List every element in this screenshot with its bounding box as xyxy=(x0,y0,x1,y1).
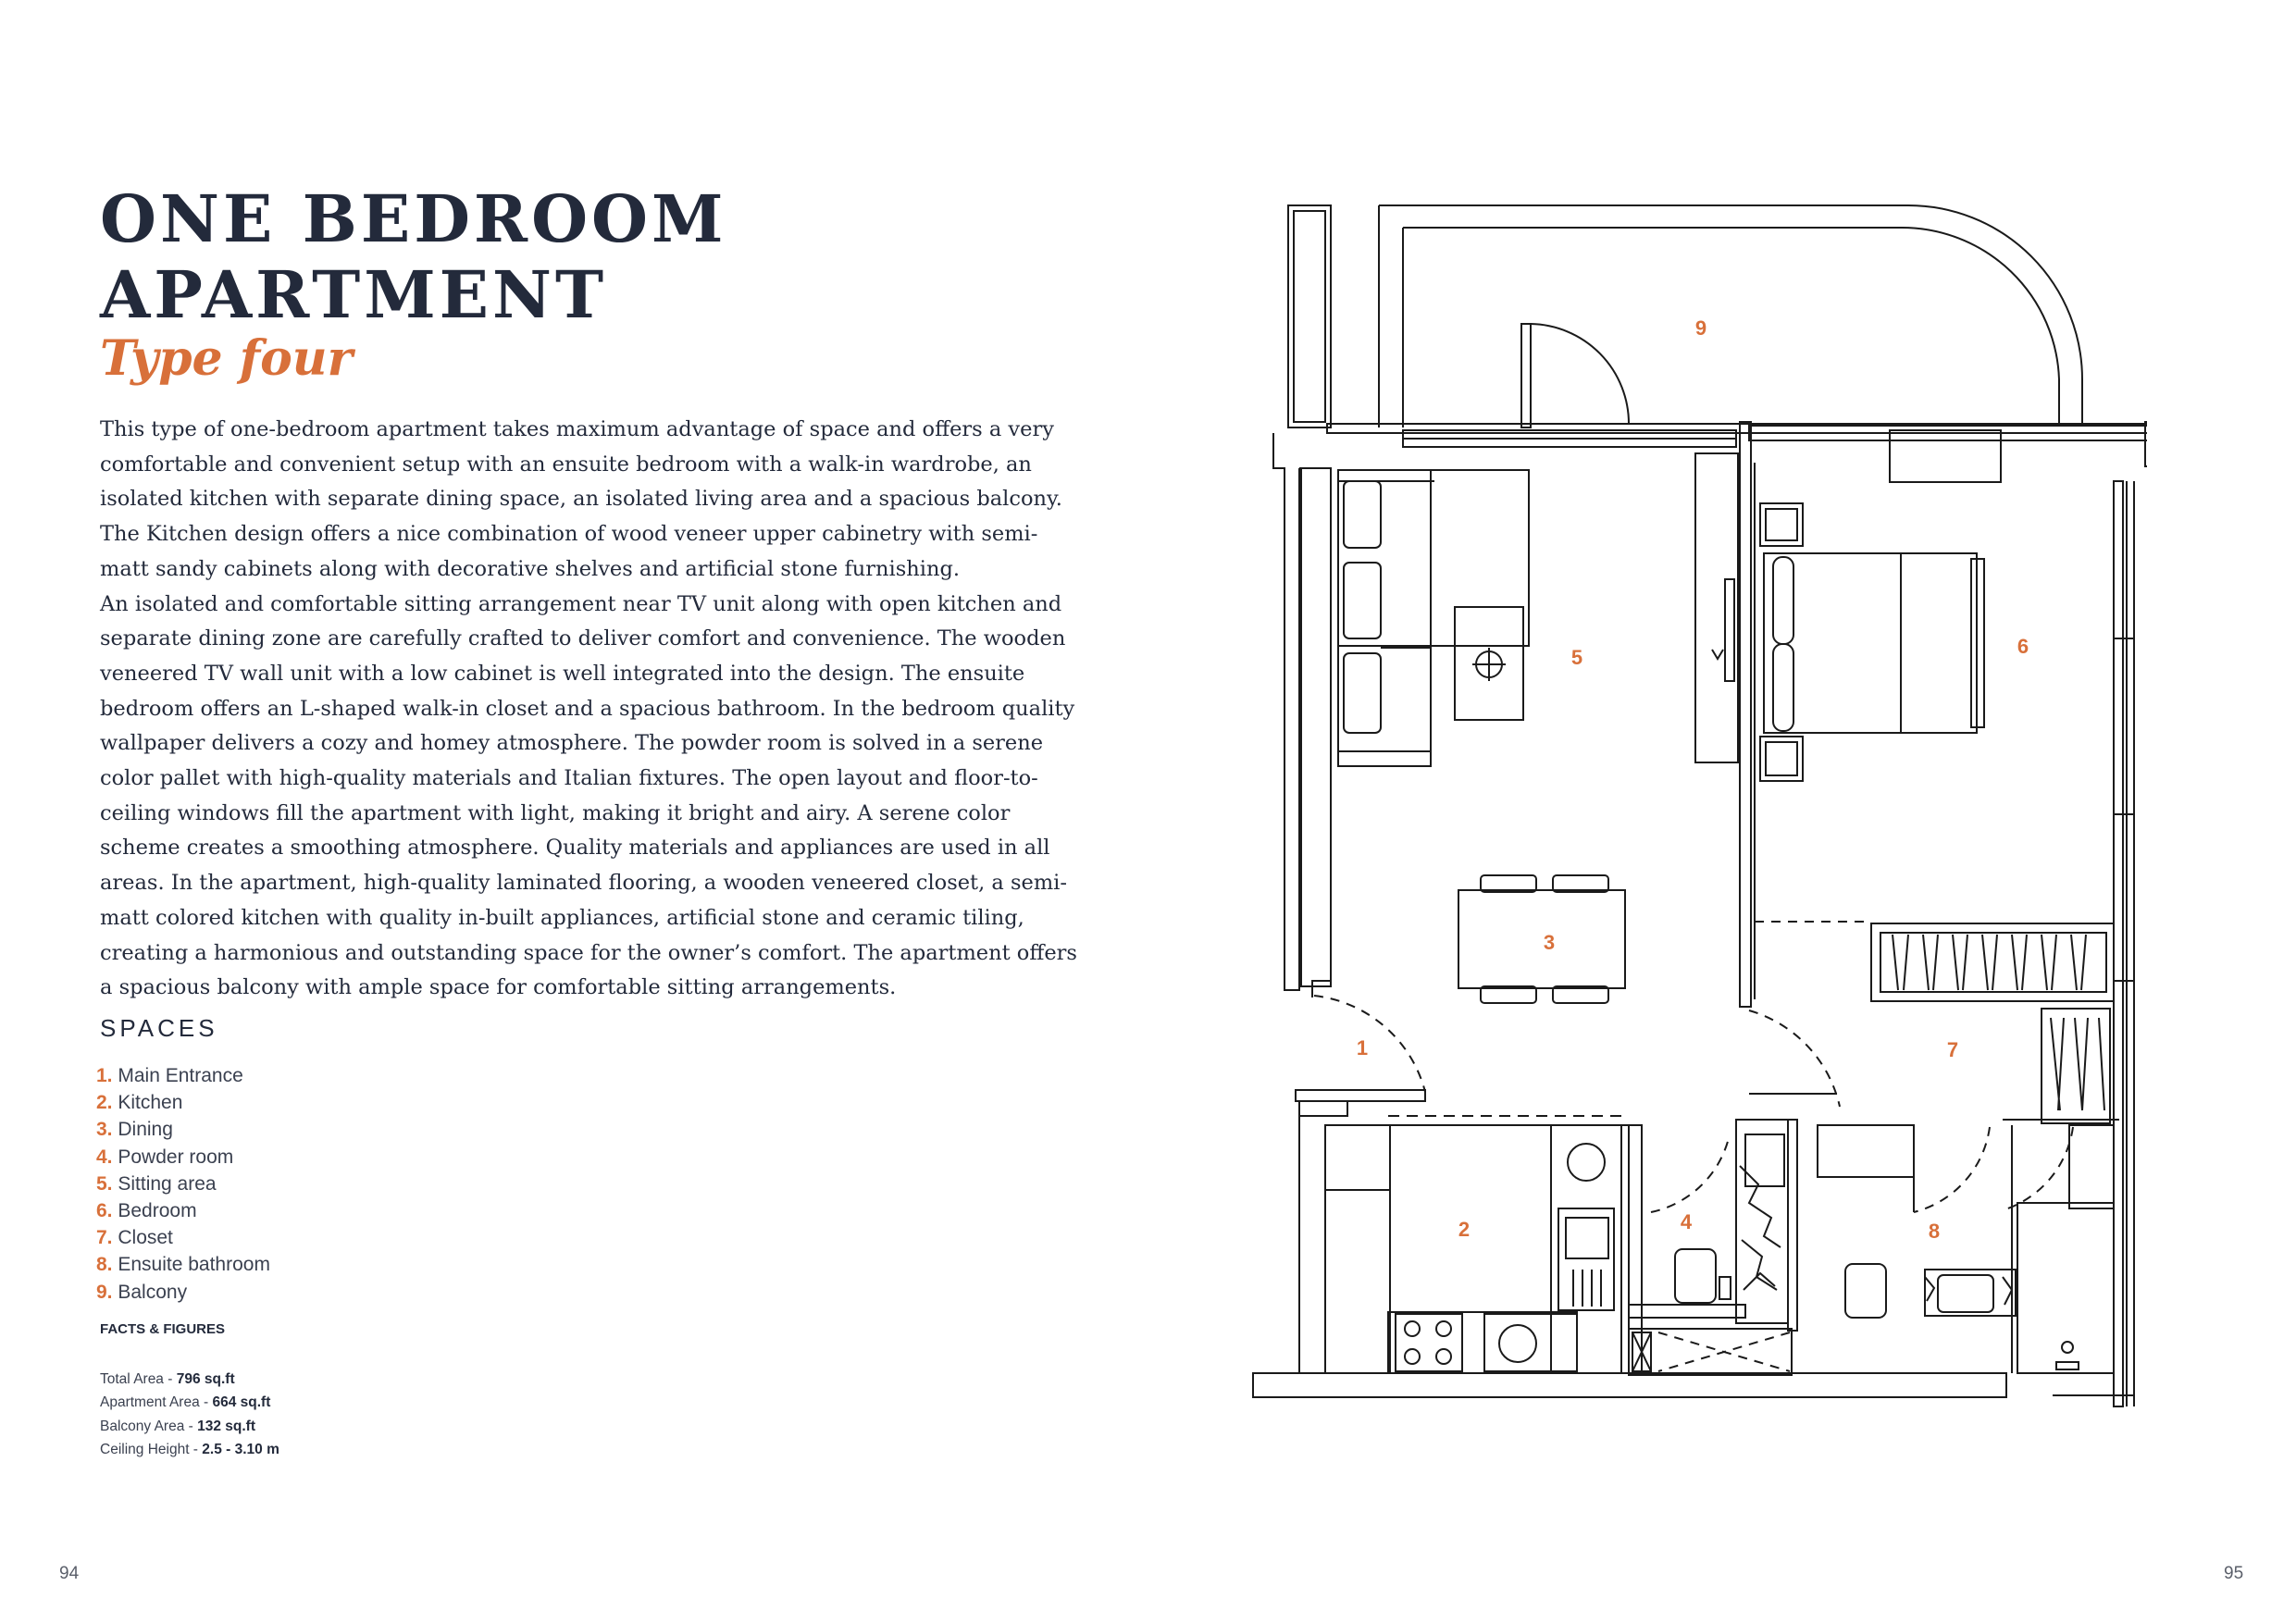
sofa xyxy=(1338,470,1431,766)
label-main-entrance: 1 xyxy=(1356,1036,1369,1059)
plan-wall xyxy=(1301,468,1331,986)
burner-icon xyxy=(1436,1349,1451,1364)
space-number: 4. xyxy=(96,1146,113,1168)
list-item xyxy=(96,1197,270,1224)
door-swing xyxy=(1749,1010,1840,1107)
space-label: Kitchen xyxy=(118,1092,183,1114)
burner-icon xyxy=(1436,1321,1451,1336)
door-swing xyxy=(2003,1127,2073,1210)
tv xyxy=(1725,579,1734,681)
page-number-left: 94 xyxy=(59,1564,80,1583)
closet-hangers-lines xyxy=(1893,935,2086,990)
plan-wall xyxy=(1253,1373,2006,1397)
space-label: Ensuite bathroom xyxy=(118,1254,270,1276)
shower-tray xyxy=(2056,1362,2079,1369)
label-sitting-area: 5 xyxy=(1570,646,1583,669)
fact-row xyxy=(100,1415,279,1438)
apartment-type-subtitle: Type four xyxy=(100,330,353,387)
spaces-heading: SPACES xyxy=(100,1014,218,1042)
dining-table xyxy=(1458,890,1625,988)
page-number-right: 95 xyxy=(2224,1564,2244,1583)
space-number: 3. xyxy=(96,1119,113,1141)
sofa-cushion xyxy=(1344,653,1381,733)
powder-counter xyxy=(1629,1305,1745,1318)
cooktop xyxy=(1396,1314,1462,1371)
plan-column-right xyxy=(2145,422,2147,466)
plan-wall xyxy=(1273,433,1299,990)
label-powder-room: 4 xyxy=(1680,1210,1693,1233)
label-balcony: 9 xyxy=(1694,316,1707,340)
space-label: Closet xyxy=(118,1227,173,1249)
facts-list xyxy=(100,1368,279,1461)
space-label: Main Entrance xyxy=(118,1065,243,1086)
space-label: Bedroom xyxy=(118,1200,197,1222)
label-ensuite-bathroom: 8 xyxy=(1928,1220,1941,1243)
sofa-chaise xyxy=(1338,470,1529,646)
sofa-cushion xyxy=(1344,481,1381,548)
tv-mark xyxy=(1712,650,1723,659)
fact-value: 132 sq.ft xyxy=(197,1418,256,1434)
fact-separator: - xyxy=(199,1394,213,1411)
fact-label: Total Area xyxy=(100,1371,164,1387)
plan-wall xyxy=(1629,1125,1642,1373)
space-number: 6. xyxy=(96,1200,113,1222)
bath-sink xyxy=(1938,1275,1993,1312)
door-swing xyxy=(1531,324,1629,424)
list-item xyxy=(96,1144,270,1171)
bath-cabinet xyxy=(1818,1125,1914,1177)
burner-icon xyxy=(1405,1349,1420,1364)
plan-wall xyxy=(1740,422,1751,1007)
fact-separator: - xyxy=(184,1418,198,1434)
space-label: Balcony xyxy=(118,1281,188,1303)
space-number: 1. xyxy=(96,1065,113,1086)
pillow xyxy=(1773,644,1793,731)
utility-box xyxy=(1629,1329,1792,1375)
plan-niche xyxy=(1890,430,2001,482)
toilet-icon xyxy=(1845,1264,1886,1318)
fact-separator: - xyxy=(163,1371,177,1387)
facts-heading: FACTS & FIGURES xyxy=(100,1321,226,1337)
kitchen-counter xyxy=(1325,1190,1390,1373)
title-line-1: ONE BEDROOM xyxy=(100,180,727,257)
list-item xyxy=(96,1251,270,1278)
space-number: 9. xyxy=(96,1281,113,1303)
dishwasher xyxy=(1484,1314,1577,1371)
fact-row xyxy=(100,1391,279,1414)
space-label: Powder room xyxy=(118,1146,234,1168)
list-item xyxy=(96,1171,270,1197)
title-line-2: APARTMENT xyxy=(100,256,608,333)
page-title xyxy=(100,181,727,333)
kitchen-sink xyxy=(1566,1218,1608,1258)
space-number: 2. xyxy=(96,1092,113,1114)
description-paragraph-1: This type of one-bedroom apartment takes maximum advantage of space and offers a very comfortable and convenient setup with an ensuite bedroom with a walk-in wardrobe, an isolated kitchen with separate dining space, an isolated living area and a spacious balcony. The Kitchen design offers a nice combination of wood veneer upper cabinetry with semi-matt sandy cabinets along with decorative shelves and artificial stone furnishing. xyxy=(100,417,1062,581)
utility-cross xyxy=(1658,1332,1790,1371)
fact-separator: - xyxy=(189,1441,203,1457)
closet-side-hangers xyxy=(2051,1018,2104,1110)
list-item xyxy=(96,1224,270,1251)
list-item xyxy=(96,1116,270,1143)
bath-cabinet xyxy=(2069,1125,2114,1208)
powder-door-swing xyxy=(1651,1138,1729,1212)
tv-wall-unit xyxy=(1695,453,1738,762)
burner-icon xyxy=(1405,1321,1420,1336)
space-label: Dining xyxy=(118,1119,173,1141)
floor-plan xyxy=(1240,194,2147,1416)
bed-throw xyxy=(1901,553,1977,733)
space-number: 7. xyxy=(96,1227,113,1249)
kitchen-counter xyxy=(1388,1312,1577,1373)
tap-icon xyxy=(1719,1277,1731,1299)
nightstand-inner xyxy=(1766,742,1797,775)
fact-label: Ceiling Height xyxy=(100,1441,190,1457)
fact-label: Apartment Area xyxy=(100,1394,200,1411)
label-bedroom: 6 xyxy=(2017,635,2029,658)
plan-column-inner xyxy=(1294,211,1325,422)
fact-label: Balcony Area xyxy=(100,1418,185,1434)
list-item xyxy=(96,1279,270,1306)
space-number: 5. xyxy=(96,1172,113,1195)
bath-shower xyxy=(2017,1203,2114,1373)
plan-wall xyxy=(1299,468,1331,997)
washer-icon xyxy=(1499,1325,1536,1362)
entrance-door-leaf xyxy=(1296,1090,1425,1101)
balcony-door xyxy=(1521,324,1531,427)
kitchen-counter xyxy=(1325,1125,1390,1190)
list-item xyxy=(96,1062,270,1089)
list-item xyxy=(96,1089,270,1116)
pillow xyxy=(1773,557,1793,644)
bed xyxy=(1764,553,1977,733)
label-dining: 3 xyxy=(1543,931,1556,954)
balcony-inner xyxy=(1403,228,2059,426)
label-kitchen: 2 xyxy=(1458,1218,1471,1241)
kitchen-tall-unit xyxy=(1551,1125,1621,1373)
nightstand-inner xyxy=(1766,509,1797,540)
fact-row xyxy=(100,1438,279,1461)
plan-wall xyxy=(1788,1120,1797,1331)
marble-wall xyxy=(1736,1120,1788,1323)
fact-value: 664 sq.ft xyxy=(212,1394,271,1411)
entrance-door-swing xyxy=(1314,996,1425,1092)
description-paragraph-2: An isolated and comfortable sitting arrangement near TV unit along with open kitchen and separate dining zone are carefully crafted to deliver comfort and convenience. The wooden veneered TV wall unit with a low cabinet is well integrated into the design. The ensuite bedroom offers an L-shaped walk-in closet and a spacious bathroom. In the bedroom quality wallpaper delivers a cozy and homey atmosphere. The powder room is solved in a serene color pallet with high-quality materials and Italian fixtures. The open layout and floor-to-ceiling windows fill the apartment with light, making it bright and airy. A serene color scheme creates a smoothing atmosphere. Quality materials and appliances are used in all areas. In the apartment, high-quality laminated flooring, a wooden veneered closet, a semi-matt colored kitchen with quality in-built appliances, artificial stone and ceramic tiling, creating a harmonious and outstanding space for the owner’s comfort. The apartment offers a spacious balcony with ample space for comfortable sitting arrangements. xyxy=(100,591,1077,1000)
hob-icon xyxy=(1568,1144,1605,1181)
fact-row xyxy=(100,1368,279,1391)
sofa-cushion xyxy=(1344,563,1381,638)
fact-value: 2.5 - 3.10 m xyxy=(202,1441,279,1457)
plan-wall xyxy=(1299,1101,1347,1116)
description xyxy=(100,413,1081,1006)
label-closet: 7 xyxy=(1946,1038,1959,1061)
space-number: 8. xyxy=(96,1254,113,1276)
drain-icon xyxy=(2062,1342,2073,1353)
ensuite-door-swing xyxy=(1914,1127,1990,1212)
fact-value: 796 sq.ft xyxy=(176,1371,235,1387)
plan-wall xyxy=(2114,481,2123,1406)
balcony-outline xyxy=(1379,205,2082,426)
toilet-icon xyxy=(1675,1249,1716,1303)
spaces-list xyxy=(96,1062,270,1306)
drainboard xyxy=(1573,1270,1601,1307)
space-label: Sitting area xyxy=(118,1172,217,1195)
